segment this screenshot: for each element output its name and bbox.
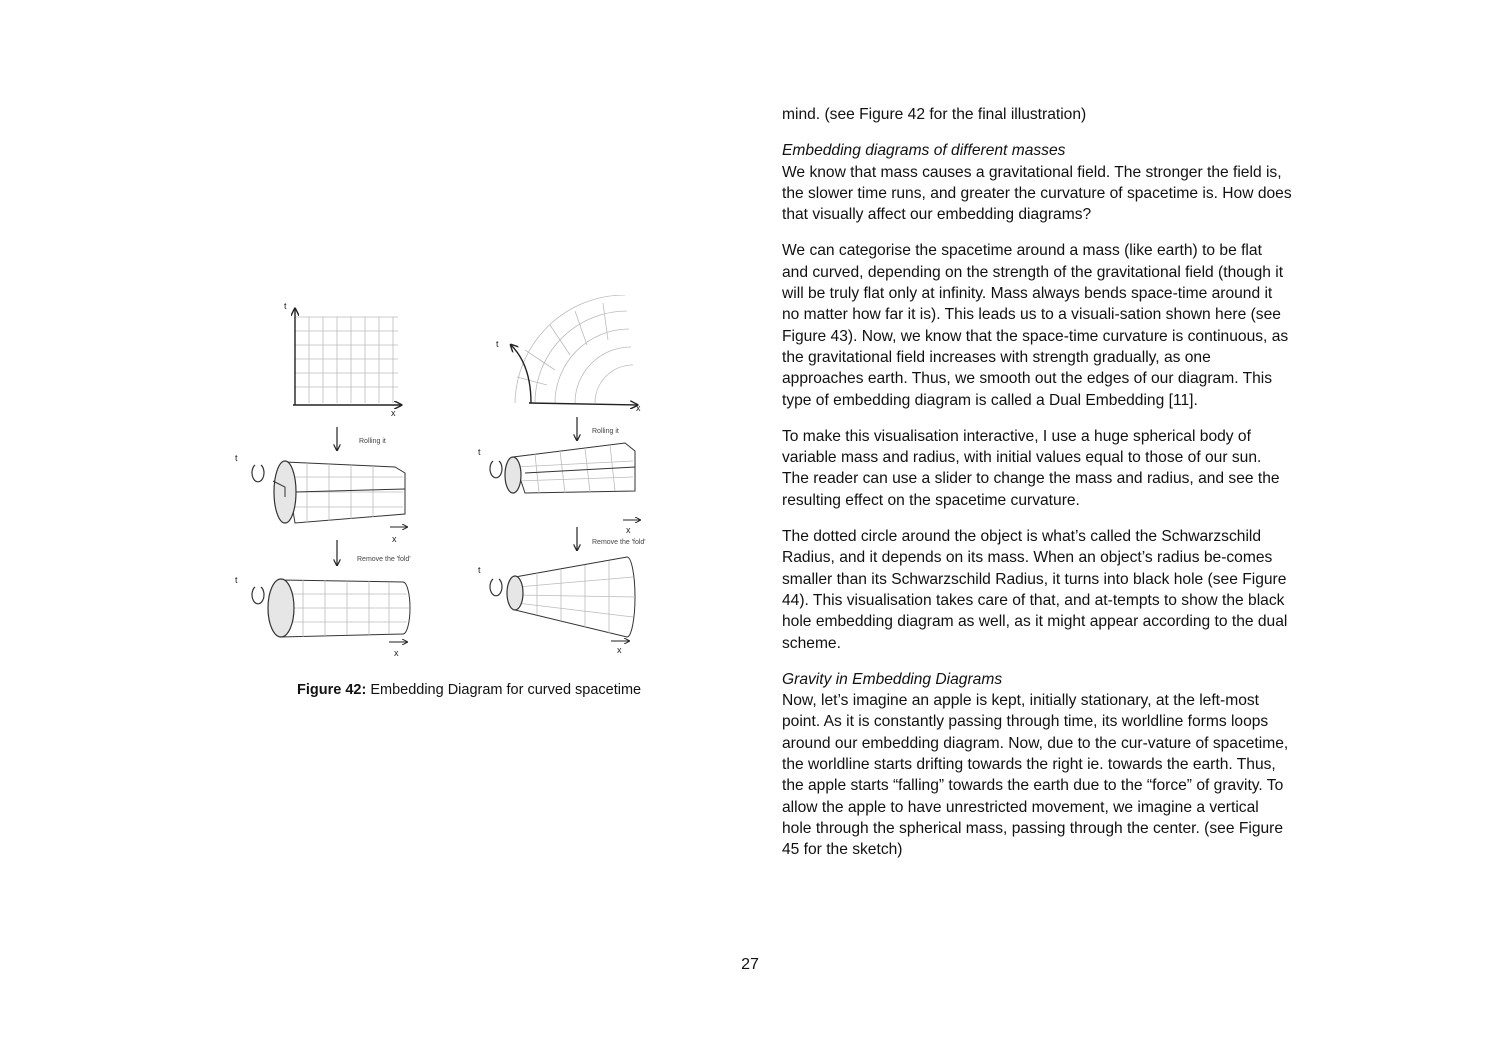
svg-text:x: x [636,403,641,413]
page-number: 27 [741,956,759,973]
svg-text:t: t [496,339,499,349]
svg-text:Rolling it: Rolling it [592,428,619,435]
step-label-rolling: Rolling it [359,438,386,445]
paragraph-5: The dotted circle around the object is what’s called the Schwarzschild Radius, and it depends on its mass. When an object’s radius be-comes smaller than its Schwarzschild Radius, it turns into black hole (see Figure 44). This visualisation takes care of that, and at-tempts to show the black hole embedding diagram as well, as it might appear according to the dual scheme. [782,528,1288,652]
svg-text:t: t [478,565,481,575]
step-label-remove-fold: Remove the 'fold' [357,556,411,563]
body-text [782,104,1292,876]
rolled-cylinder-panel [235,453,407,544]
paragraph-3: We can categorise the spacetime around a mass (like earth) to be flat and curved, depending on the strength of the gravitational field (though it will be truly flat only at infinity. Mass always bends space-time around it no matter how far it is). This leads us to a visuali-sation shown here (see Figure 43). Now, we know that the space-time curvature is continuous, as the gravitational field increases with strength gradually, as one approaches earth. Thus, we smooth out the edges of our diagram. This type of embedding diagram is called a Dual Embedding [11]. [782,242,1289,409]
paragraph-4: To make this visualisation interactive, I use a huge spherical body of variable mass and radius, with initial values equal to those of our sun. The reader can use a slider to change the mass and radius, and see the resulting effect on the spacetime curvature. [782,427,1280,509]
final-cone-panel [478,557,635,655]
paragraph-2: We know that mass causes a gravitational field. The stronger the field is, the slower time runs, and greater the curvature of spacetime is. How does that visually affect our embedding diagrams? [782,163,1292,224]
rotation-icon [252,465,264,482]
axis-x-label: x [391,408,396,418]
paragraph-6: Now, let’s imagine an apple is kept, initially stationary, at the left-most point. As it is constantly passing through time, its worldline forms loops around our embedding diagram. Now, due to the cur-vature of spacetime, the worldline starts drifting towards the right ie. towards the earth. Thus, the apple starts “falling” towards the earth due to the “force” of gravity. To allow the apple to have unrestricted movement, we imagine a vertical hole through the spherical mass, passing through the center. (see Figure 45 for the sketch) [782,692,1289,859]
svg-text:x: x [626,525,631,535]
axis-t-label: t [284,301,287,311]
section-heading: Embedding diagrams of different masses [782,142,1066,160]
svg-text:Remove the 'fold': Remove the 'fold' [592,539,646,546]
paragraph-1: mind. (see Figure 42 for the final illustration) [782,106,1087,123]
rotation-icon [490,461,502,478]
rotation-icon [490,579,502,596]
embedding-diagram-figure [225,295,665,715]
svg-text:t: t [235,575,238,585]
svg-text:x: x [392,534,397,544]
curved-grid-panel [496,295,641,413]
rotation-icon [252,587,264,604]
section-gravity [782,669,1292,861]
svg-text:x: x [617,645,622,655]
flat-grid-panel [284,301,401,418]
section-heading: Gravity in Embedding Diagrams [782,670,1003,688]
svg-text:x: x [394,648,399,658]
final-cylinder-panel [235,575,410,658]
svg-text:t: t [235,453,238,463]
figure-caption [297,680,717,700]
rolled-cone-panel [478,443,640,535]
embedding-diagram-svg [225,295,665,675]
figure-caption-text: Embedding Diagram for curved spacetime [366,682,642,698]
svg-text:t: t [478,447,481,457]
section-embedding-masses [782,140,1292,225]
figure-caption-label: Figure 42: [297,682,367,698]
